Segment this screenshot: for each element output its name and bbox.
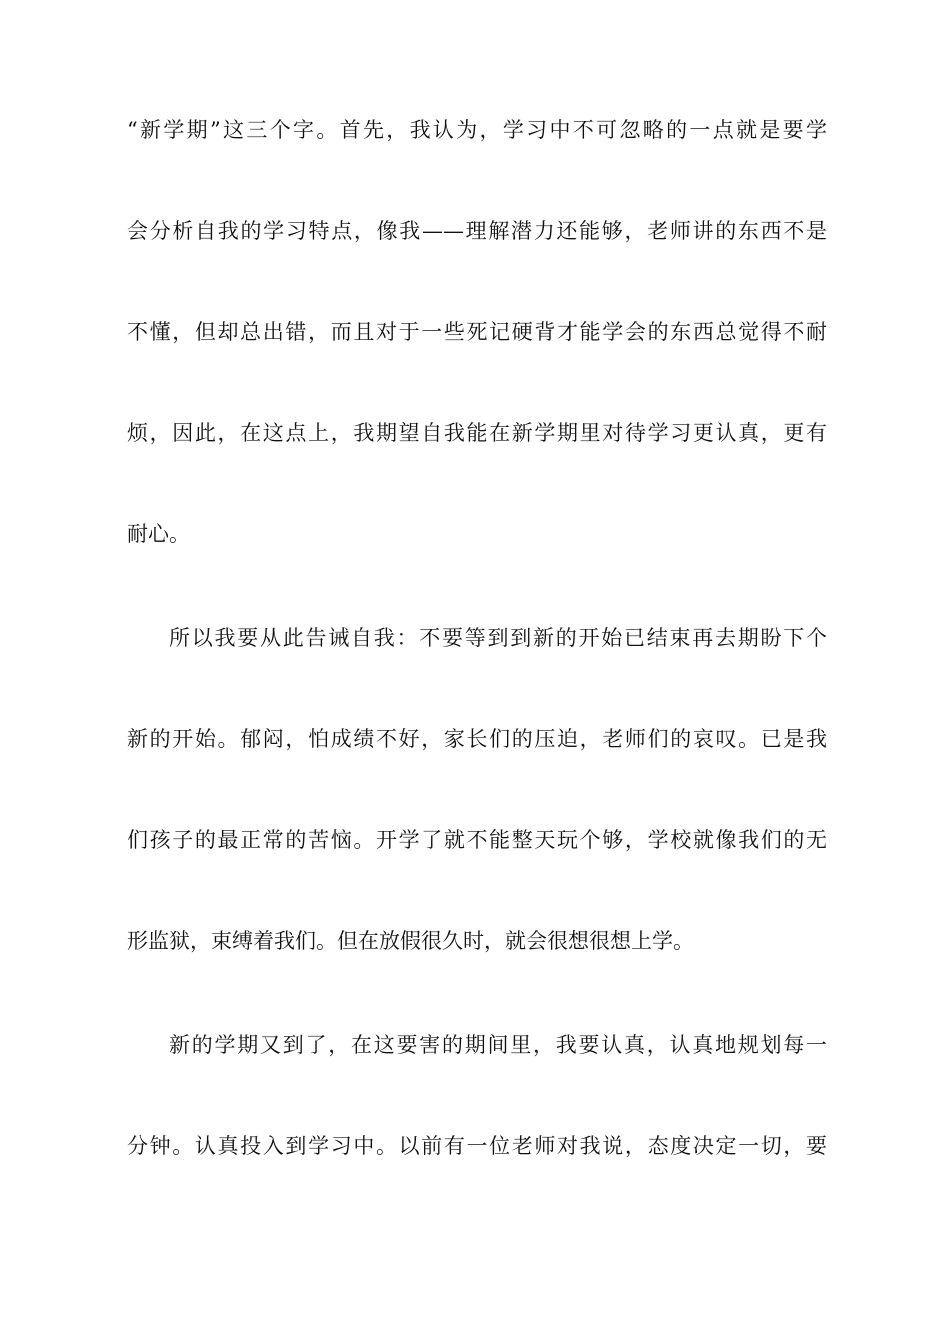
text-line: 分钟。认真投入到学习中。以前有一位老师对我说，态度决定一切，要: [127, 1134, 827, 1158]
text-line: 不懂，但却总出错，而且对于一些死记硬背才能学会的东西总觉得不耐: [127, 320, 827, 344]
paragraph-first-line: 所以我要从此告诫自我：不要等到到新的开始已结束再去期盼下个: [169, 626, 827, 650]
text-line: 烦，因此，在这点上，我期望自我能在新学期里对待学习更认真，更有: [127, 421, 827, 445]
text-line: 会分析自我的学习特点，像我——理解潜力还能够，老师讲的东西不是: [127, 219, 827, 243]
text-line: 新的开始。郁闷，怕成绩不好，家长们的压迫，老师们的哀叹。已是我: [127, 727, 827, 751]
text-line: “新学期”这三个字。首先，我认为，学习中不可忽略的一点就是要学: [127, 118, 827, 142]
document-text: [127, 118, 827, 1235]
text-line: 们孩子的最正常的苦恼。开学了就不能整天玩个够，学校就像我们的无: [127, 828, 827, 852]
text-line: 形监狱，束缚着我们。但在放假很久时，就会很想很想上学。: [127, 929, 694, 953]
text-line: 耐心。: [127, 522, 190, 546]
paragraph-first-line: 新的学期又到了，在这要害的期间里，我要认真，认真地规划每一: [169, 1033, 827, 1057]
